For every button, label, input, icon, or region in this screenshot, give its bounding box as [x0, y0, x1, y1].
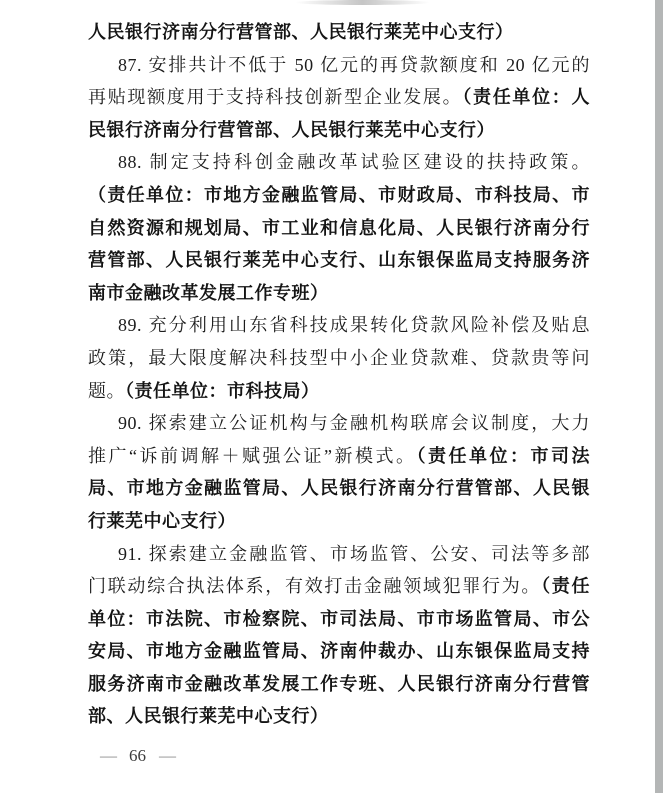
text-line — [88, 570, 590, 603]
responsible-unit-text: （责任单位：市司法 — [416, 445, 590, 466]
responsible-unit-text: 单位：市法院、市检察院、市司法局、市市场监管局、市公 — [88, 608, 590, 629]
responsible-unit-text: 局、市地方金融监管局、人民银行济南分行营管部、人民银 — [88, 478, 590, 499]
responsible-unit-text: 安局、市地方金融监管局、济南仲裁办、山东银保监局支持 — [88, 641, 590, 662]
body-text: 91. 探索建立金融监管、市场监管、公安、司法等多部 — [118, 543, 590, 564]
scan-artifact — [295, 0, 430, 5]
text-line — [88, 277, 590, 310]
responsible-unit-text: 行莱芜中心支行） — [88, 510, 236, 531]
text-line — [88, 179, 590, 212]
text-line — [88, 342, 590, 375]
text-line — [88, 635, 590, 668]
body-text: 门联动综合执法体系，有效打击金融领域犯罪行为。 — [88, 576, 542, 597]
responsible-unit-text: 自然资源和规划局、市工业和信息化局、人民银行济南分行 — [88, 217, 590, 238]
text-line — [88, 668, 590, 701]
body-text: 89. 充分利用山东省科技成果转化贷款风险补偿及贴息 — [118, 315, 590, 336]
text-line — [88, 81, 590, 114]
text-line — [88, 244, 590, 277]
page-footer — [100, 746, 175, 766]
body-text: 90. 探索建立公证机构与金融机构联席会议制度，大力 — [118, 413, 590, 434]
responsible-unit-text: （责任单位：市科技局） — [125, 380, 320, 401]
text-line — [88, 407, 590, 440]
text-line — [88, 212, 590, 245]
text-line — [88, 49, 590, 82]
text-line — [88, 440, 590, 473]
document-text-block — [88, 16, 590, 733]
scan-edge-right — [655, 0, 663, 793]
body-text: 推广“诉前调解＋赋强公证”新模式。 — [88, 445, 417, 466]
text-line — [88, 375, 590, 408]
responsible-unit-text: （责任 — [541, 576, 590, 597]
body-text: 题。 — [88, 380, 125, 401]
footer-dash-left: — — [100, 746, 116, 765]
text-line — [88, 700, 590, 733]
responsible-unit-text: 人民银行济南分行营管部、人民银行莱芜中心支行） — [88, 22, 514, 42]
text-line — [88, 538, 590, 571]
text-line — [88, 16, 590, 49]
responsible-unit-text: （责任单位：人 — [462, 87, 590, 108]
text-line — [88, 146, 590, 179]
text-line — [88, 472, 590, 505]
body-text: 88. 制定支持科创金融改革试验区建设的扶持政策。 — [118, 152, 590, 173]
responsible-unit-text: 营管部、人民银行莱芜中心支行、山东银保监局支持服务济 — [88, 250, 590, 271]
text-line — [88, 114, 590, 147]
responsible-unit-text: 南市金融改革发展工作专班） — [88, 282, 329, 303]
responsible-unit-text: 部、人民银行莱芜中心支行） — [88, 706, 329, 727]
responsible-unit-text: 服务济南市金融改革发展工作专班、人民银行济南分行营管 — [88, 673, 590, 694]
text-line — [88, 505, 590, 538]
body-text: 政策，最大限度解决科技型中小企业贷款难、贷款贵等问 — [88, 347, 590, 368]
text-line — [88, 603, 590, 636]
text-line — [88, 309, 590, 342]
responsible-unit-text: （责任单位：市地方金融监管局、市财政局、市科技局、市 — [88, 184, 590, 205]
body-text: 再贴现额度用于支持科技创新型企业发展。 — [88, 87, 463, 108]
body-text: 87. 安排共计不低于 50 亿元的再贷款额度和 20 亿元的 — [118, 54, 590, 75]
footer-dash-right: — — [159, 746, 175, 765]
page-number: 66 — [129, 746, 146, 765]
responsible-unit-text: 民银行济南分行营管部、人民银行莱芜中心支行） — [88, 119, 495, 140]
